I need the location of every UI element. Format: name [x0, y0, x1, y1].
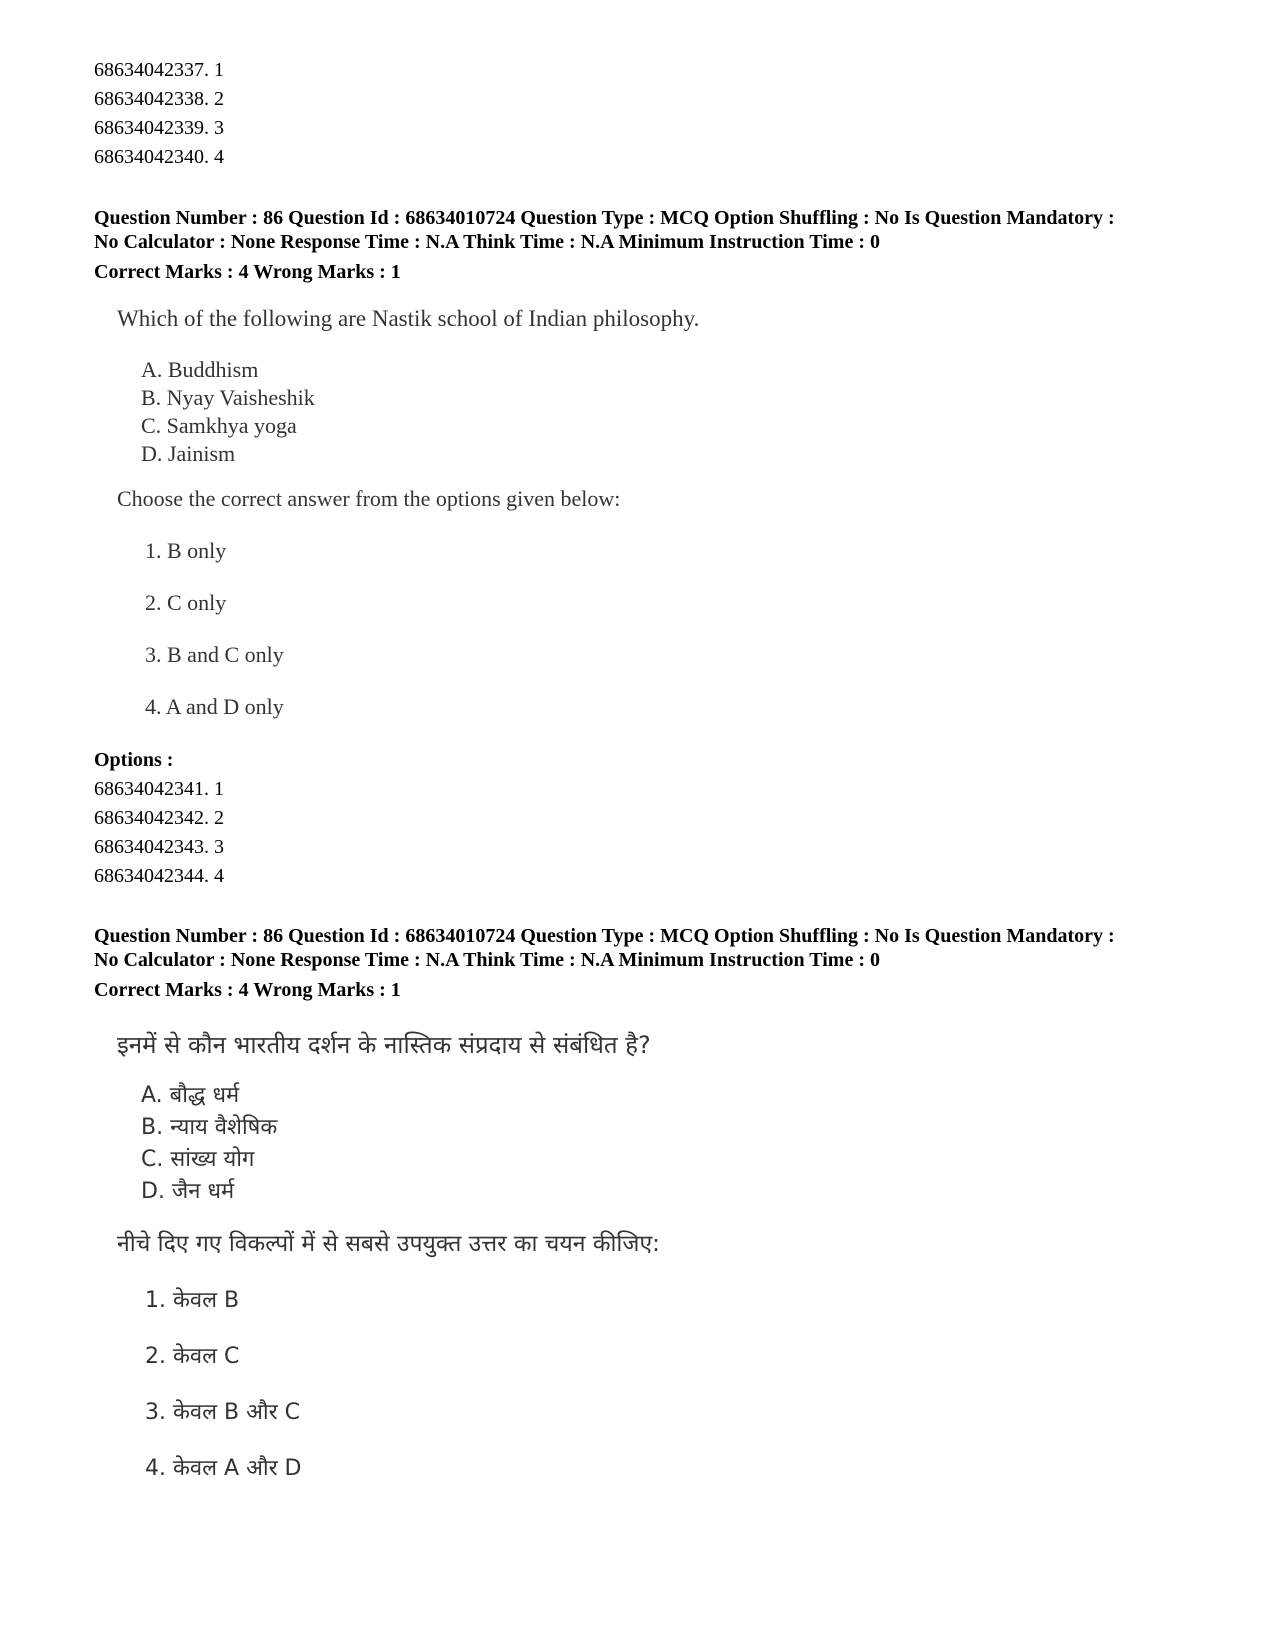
question-meta-line2: No Calculator : None Response Time : N.A Think Time : N.A Minimum Instruction Time : 0: [94, 949, 880, 971]
choice-text: 4. केवल A और D: [145, 1456, 302, 1481]
choice-item: [145, 538, 226, 564]
question-header: [94, 924, 1115, 1005]
choice-text: 2. C only: [145, 590, 227, 615]
choice-text: 2. केवल C: [145, 1344, 240, 1369]
statement-list: [141, 356, 315, 468]
choice-text: 1. B only: [145, 538, 227, 563]
question-header: [94, 206, 1115, 287]
statement-item: C. सांख्य योग: [141, 1147, 255, 1172]
instruction-text: Choose the correct answer from the options given below:: [117, 486, 621, 511]
choice-item: [145, 1284, 239, 1314]
statement-item: C. Samkhya yoga: [141, 413, 297, 438]
question-body-hindi: [117, 1028, 651, 1061]
question-meta-line2: No Calculator : None Response Time : N.A Think Time : N.A Minimum Instruction Time : 0: [94, 231, 880, 253]
instruction: [117, 486, 620, 512]
option-line: 68634042337. 1: [94, 59, 224, 81]
choice-item: [145, 1340, 239, 1370]
question-meta-line1: Question Number : 86 Question Id : 68634010724 Question Type : MCQ Option Shuffling : No Is Question Mandatory :: [94, 925, 1115, 947]
options-section: [94, 746, 224, 891]
statement-item: B. Nyay Vaisheshik: [141, 385, 315, 410]
choice-item: [145, 642, 284, 668]
option-line: 68634042339. 3: [94, 117, 224, 139]
choice-item: [145, 1396, 300, 1426]
instruction: [117, 1226, 660, 1258]
option-line: 68634042344. 4: [94, 865, 224, 887]
statement-item: B. न्याय वैशेषिक: [141, 1115, 278, 1140]
option-line: 68634042342. 2: [94, 807, 224, 829]
statement-list: [141, 1080, 277, 1208]
previous-options-list: [94, 56, 224, 172]
question-stem: Which of the following are Nastik school of Indian philosophy.: [117, 306, 700, 331]
instruction-text: नीचे दिए गए विकल्पों में से सबसे उपयुक्त उत्तर का चयन कीजिए:: [117, 1231, 660, 1257]
choice-text: 4. A and D only: [145, 694, 284, 719]
choice-text: 3. B and C only: [145, 642, 284, 667]
option-line: 68634042338. 2: [94, 88, 224, 110]
statement-item: A. Buddhism: [141, 357, 259, 382]
question-marks: Correct Marks : 4 Wrong Marks : 1: [94, 979, 401, 1001]
question-marks: Correct Marks : 4 Wrong Marks : 1: [94, 261, 401, 283]
choice-text: 3. केवल B और C: [145, 1400, 300, 1425]
option-line: 68634042340. 4: [94, 146, 224, 168]
option-line: 68634042341. 1: [94, 778, 224, 800]
choice-item: [145, 694, 284, 720]
choice-text: 1. केवल B: [145, 1288, 240, 1313]
statement-item: A. बौद्ध धर्म: [141, 1083, 240, 1108]
option-line: 68634042343. 3: [94, 836, 224, 858]
question-stem: इनमें से कौन भारतीय दर्शन के नास्तिक संप्रदाय से संबंधित है?: [117, 1031, 651, 1059]
choice-item: [145, 590, 226, 616]
question-meta-line1: Question Number : 86 Question Id : 68634010724 Question Type : MCQ Option Shuffling : No Is Question Mandatory :: [94, 207, 1115, 229]
statement-item: D. Jainism: [141, 441, 236, 466]
question-body-english: [117, 306, 699, 332]
choice-item: [145, 1452, 302, 1482]
options-label: Options :: [94, 749, 174, 771]
statement-item: D. जैन धर्म: [141, 1179, 235, 1204]
